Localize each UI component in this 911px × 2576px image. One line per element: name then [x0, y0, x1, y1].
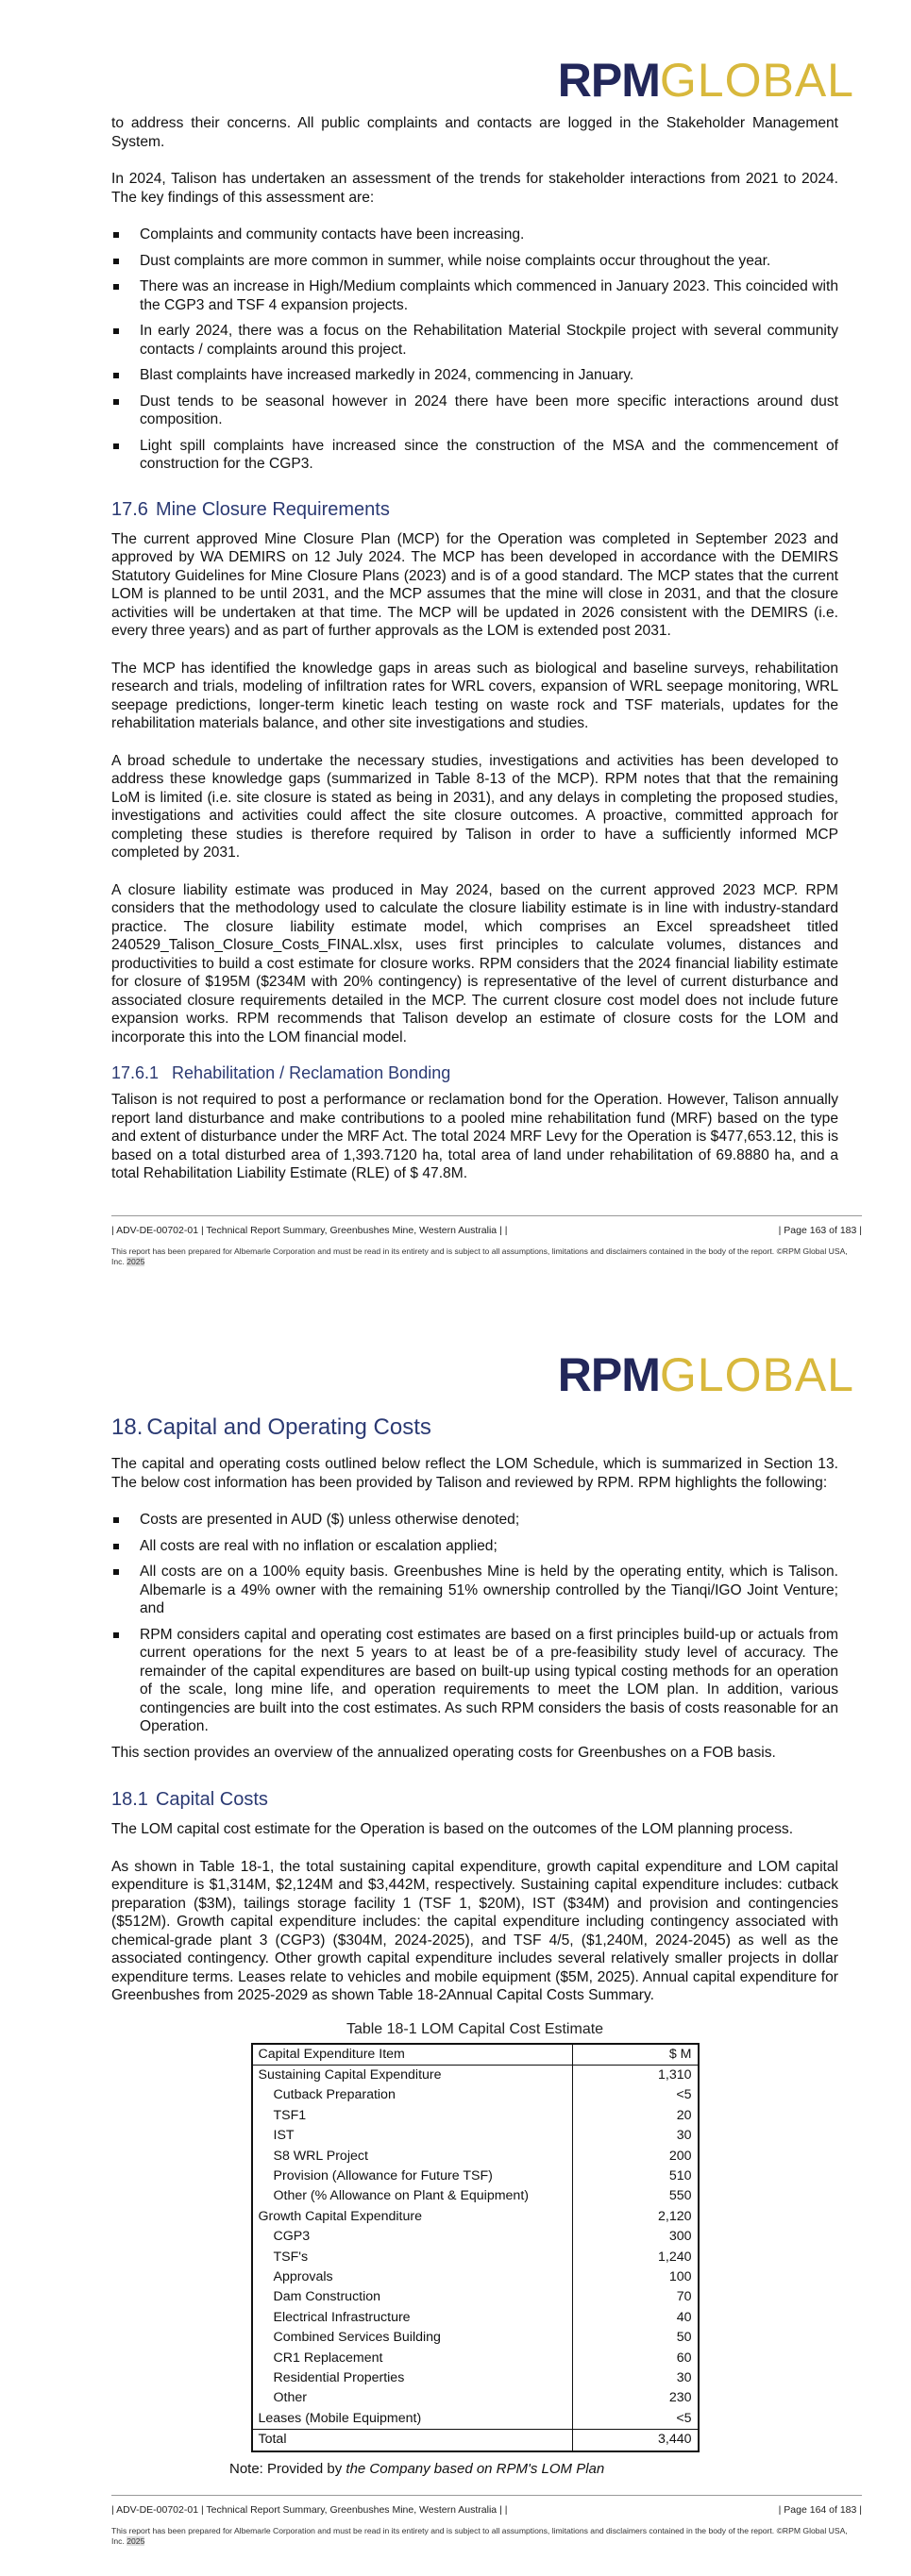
- table-row: [252, 2227, 699, 2247]
- table-row: [252, 2308, 699, 2328]
- table-row: [252, 2065, 699, 2085]
- finding-bullet: Complaints and community contacts have been increasing.: [111, 226, 838, 244]
- footer-rule: [111, 1215, 862, 1216]
- page-164-footer: [111, 2495, 862, 2547]
- table-cell-item: IST: [252, 2126, 573, 2146]
- table-cell-item: Sustaining Capital Expenditure: [252, 2065, 573, 2085]
- page-163-body: [111, 114, 838, 1183]
- finding-bullet: Blast complaints have increased markedly in 2024, commencing in January.: [111, 366, 838, 385]
- table-cell-item: Total: [252, 2430, 573, 2451]
- stakeholder-paragraph-continued: to address their concerns. All public complaints and contacts are logged in the Stakeholder Management System.: [111, 115, 838, 150]
- mine-closure-paragraph-3: A broad schedule to undertake the necessary studies, investigations and activities has been developed to address these knowledge gaps (summarized in Table 8-13 of the MCP). RPM notes that that the remaining LoM is limited (i.e. site closure is stated as being in 2031), and any delays in completing the proposed studies, investigations and activities could affect the site closure outcomes. A proactive, committed approach for completing these studies is therefore required by Talison in order to have a sufficiently informed MCP completed by 2031.: [111, 752, 838, 861]
- table-18-1-caption: Table 18-1 LOM Capital Cost Estimate: [346, 2020, 604, 2037]
- table-cell-value: 3,440: [572, 2430, 699, 2451]
- table-cell-item: Growth Capital Expenditure: [252, 2207, 573, 2227]
- table-row: [252, 2388, 699, 2408]
- table-row: [252, 2267, 699, 2287]
- table-cell-value: 30: [572, 2126, 699, 2146]
- table-cell-item: Leases (Mobile Equipment): [252, 2409, 573, 2430]
- table-cell-item: Other (% Allowance on Plant & Equipment): [252, 2186, 573, 2206]
- table-cell-value: 30: [572, 2368, 699, 2388]
- table-header-row: [252, 2044, 699, 2066]
- section-heading-18: 18. Capital and Operating Costs: [111, 1414, 431, 1440]
- table-row: [252, 2207, 699, 2227]
- table-row: [252, 2349, 699, 2368]
- table-cell-value: <5: [572, 2409, 699, 2430]
- table-cell-value: 2,120: [572, 2207, 699, 2227]
- cost-highlight-bullet: All costs are on a 100% equity basis. Greenbushes Mine is held by the operating entity, which is Talison. Albemarle is a 49% owner with the remaining 51% ownership controlled by the Tianqi/IGO Joint Venture; and: [111, 1563, 838, 1618]
- table-cell-value: 70: [572, 2287, 699, 2307]
- header-cell-value: $ M: [572, 2044, 699, 2066]
- capital-operating-intro: The capital and operating costs outlined below reflect the LOM Schedule, which is summarized in Section 13. The below cost information has been provided by Talison and reviewed by RPM. RPM highlights the following:: [111, 1456, 838, 1491]
- footer-document-info: | ADV-DE-00702-01 | Technical Report Summary, Greenbushes Mine, Western Australia | |: [111, 2504, 508, 2516]
- table-cell-item: Electrical Infrastructure: [252, 2308, 573, 2328]
- finding-bullet: Light spill complaints have increased since the construction of the MSA and the commencement of construction for the CGP3.: [111, 437, 838, 474]
- footer-row: [111, 2503, 862, 2517]
- table-cell-value: 510: [572, 2166, 699, 2186]
- footer-page-number: | Page 163 of 183 |: [778, 1225, 862, 1236]
- rpm-global-logo: RPMGLOBAL: [557, 1348, 854, 1401]
- page-163-footer: [111, 1215, 862, 1267]
- cost-highlight-bullet: All costs are real with no inflation or escalation applied;: [111, 1537, 838, 1556]
- table-row: [252, 2409, 699, 2430]
- table-cell-item: Combined Services Building: [252, 2328, 573, 2348]
- cost-highlights-list: [111, 1511, 838, 1736]
- operating-cost-overview: This section provides an overview of the annualized operating costs for Greenbushes on a FOB basis.: [111, 1744, 776, 1761]
- table-row: [252, 2186, 699, 2206]
- table-row: [252, 2106, 699, 2126]
- table-cell-value: 200: [572, 2147, 699, 2166]
- reclamation-bonding-paragraph: Talison is not required to post a performance or reclamation bond for the Operation. However, Talison annually report land disturbance and make contributions to a pooled mine rehabilitation fund (MRF) based on the type and extent of disturbance under the MRF Act. The total 2024 MRF Levy for the Operation is $477,653.12, this is based on a total disturbed area of 1,393.7120 ha, total area of land under rehabilitation of 69.8880 ha, and a total Rehabilitation Liability Estimate (RLE) of $ 47.8M.: [111, 1092, 838, 1181]
- section-heading-18-1: 18.1 Capital Costs: [111, 1789, 268, 1810]
- table-cell-value: 100: [572, 2267, 699, 2287]
- footer-disclaimer: This report has been prepared for Albemarle Corporation and must be read in its entirety and is subject to all assumptions, limitations and disclaimers contained in the body of the report. ©RPM Global USA, Inc. 2025: [111, 1246, 848, 1266]
- footer-row: [111, 1224, 862, 1237]
- footer-document-info: | ADV-DE-00702-01 | Technical Report Summary, Greenbushes Mine, Western Australia | |: [111, 1225, 508, 1236]
- table-cell-item: Residential Properties: [252, 2368, 573, 2388]
- section-heading-17-6-1: 17.6.1 Rehabilitation / Reclamation Bonding: [111, 1063, 451, 1082]
- table-total-row: [252, 2430, 699, 2451]
- table-cell-value: 230: [572, 2388, 699, 2408]
- table-cell-value: 1,240: [572, 2248, 699, 2267]
- footer-rule: [111, 2495, 862, 2496]
- table-row: [252, 2368, 699, 2388]
- mine-closure-paragraph-1: The current approved Mine Closure Plan (MCP) for the Operation was completed in September 2023 and approved by WA DEMIRS on 12 July 2024. The MCP has been developed in accordance with the DEMIRS Statutory Guidelines for Mine Closure Plans (2023) and is of a good standard. The MCP states that the current LOM is planned to be until 2031, and the MCP assumes that the mine will close in 2031, and that the closure activities will be undertaken at that time. The MCP will be updated in 2026 consistent with the DEMIRS (i.e. every three years) and as part of further approvals as the LOM is extended post 2031.: [111, 530, 838, 639]
- capital-cost-paragraph-1: The LOM capital cost estimate for the Operation is based on the outcomes of the LOM planning process.: [111, 1821, 794, 1837]
- table-cell-item: Cutback Preparation: [252, 2085, 573, 2105]
- finding-bullet: Dust complaints are more common in summer, while noise complaints occur throughout the year.: [111, 252, 838, 271]
- table-cell-item: CGP3: [252, 2227, 573, 2247]
- table-cell-item: CR1 Replacement: [252, 2349, 573, 2368]
- table-cell-value: 300: [572, 2227, 699, 2247]
- table-cell-item: TSF1: [252, 2106, 573, 2126]
- table-row: [252, 2126, 699, 2146]
- footer-page-number: | Page 164 of 183 |: [778, 2504, 862, 2516]
- mine-closure-paragraph-2: The MCP has identified the knowledge gaps in areas such as biological and baseline surveys, rehabilitation research and trials, modeling of infiltration rates for WRL covers, expansion of WRL seepage monitoring, WRL seepage predictions, longer-term kinetic leach testing on waste rock and TSF materials, updates for the rehabilitation materials balance, and other site investigations and studies.: [111, 660, 838, 731]
- table-cell-item: S8 WRL Project: [252, 2147, 573, 2166]
- lom-capital-cost-table: [251, 2043, 700, 2452]
- table-cell-item: Dam Construction: [252, 2287, 573, 2307]
- table-cell-value: 1,310: [572, 2065, 699, 2085]
- report-page-164: [0, 1321, 911, 2576]
- stakeholder-assessment-paragraph: In 2024, Talison has undertaken an assessment of the trends for stakeholder interactions from 2021 to 2024. The key findings of this assessment are:: [111, 171, 838, 206]
- header-cell-item: Capital Expenditure Item: [252, 2044, 573, 2066]
- cost-highlight-bullet: RPM considers capital and operating cost estimates are based on a first principles build-up or actuals from current operations for the next 5 years to at least be of a pre-feasibility study level of accuracy. The remainder of the capital expenditures are based on built-up using typical costing methods for an operation of the scale, long mine life, and operation requirements to meet the LOM plan. In addition, various contingencies are built into the cost estimates. As such RPM considers the basis of costs reasonable for an Operation.: [111, 1626, 838, 1736]
- footer-disclaimer: This report has been prepared for Albemarle Corporation and must be read in its entirety and is subject to all assumptions, limitations and disclaimers contained in the body of the report. ©RPM Global USA, Inc. 2025: [111, 2526, 848, 2546]
- table-cell-value: 550: [572, 2186, 699, 2206]
- table-row: [252, 2287, 699, 2307]
- assessment-findings-list: [111, 226, 838, 474]
- finding-bullet: There was an increase in High/Medium complaints which commenced in January 2023. This coincided with the CGP3 and TSF 4 expansion projects.: [111, 277, 838, 314]
- table-cell-item: Provision (Allowance for Future TSF): [252, 2166, 573, 2186]
- page-164-body: [111, 1413, 838, 2478]
- capital-cost-paragraph-2: As shown in Table 18-1, the total sustaining capital expenditure, growth capital expenditure and LOM capital expenditure is $1,314M, $2,124M and $3,442M, respectively. Sustaining capital expenditure includes: cutback preparation ($3M), tailings storage facility 1 (TSF 1, $20M), IST ($34M) and provision and contingencies ($512M). Growth capital expenditure includes: the capital expenditure including contingency associated with chemical-grade plant 3 (CGP3) ($304M, 2024-2025), and TSF 4/5, ($1,240M, 2024-2045) as well as the associated contingency. Other growth capital expenditure includes several relatively smaller projects in dollar expenditure terms. Leases relate to vehicles and mobile equipment ($5M, 2025). Annual capital expenditure for Greenbushes from 2025-2029 as shown Table 18-2Annual Capital Costs Summary.: [111, 1858, 838, 2003]
- table-row: [252, 2166, 699, 2186]
- table-cell-value: <5: [572, 2085, 699, 2105]
- table-row: [252, 2328, 699, 2348]
- table-note: Note: Provided by the Company based on RPM's LOM Plan: [229, 2460, 605, 2477]
- table-cell-item: Approvals: [252, 2267, 573, 2287]
- table-cell-item: TSF's: [252, 2248, 573, 2267]
- table-row: [252, 2248, 699, 2267]
- finding-bullet: In early 2024, there was a focus on the Rehabilitation Material Stockpile project with several community contacts / complaints around this project.: [111, 322, 838, 359]
- section-heading-17-6: 17.6 Mine Closure Requirements: [111, 498, 390, 520]
- table-row: [252, 2147, 699, 2166]
- rpm-global-logo: RPMGLOBAL: [557, 54, 854, 107]
- cost-highlight-bullet: Costs are presented in AUD ($) unless otherwise denoted;: [111, 1511, 838, 1530]
- table-cell-value: 60: [572, 2349, 699, 2368]
- table-row: [252, 2085, 699, 2105]
- table-cell-value: 20: [572, 2106, 699, 2126]
- table-cell-value: 40: [572, 2308, 699, 2328]
- table-cell-item: Other: [252, 2388, 573, 2408]
- mine-closure-paragraph-4: A closure liability estimate was produced in May 2024, based on the current approved 2023 MCP. RPM considers that the methodology used to calculate the closure liability estimate is in line with industry-standard practice. The closure liability estimate model, which comprises an Excel spreadsheet titled 240529_Talison_Closure_Costs_FINAL.xlsx, uses first principles to calculate volumes, distances and productivities to build a cost estimate for closure works. RPM considers that the 2024 financial liability estimate for closure of $195M ($234M with 20% contingency) is representative of the level of current disturbance and associated closure requirements detailed in the MCP. The current closure cost model does not include future expansion works. RPM recommends that Talison develop an estimate of closure costs for the LOM and incorporate this into the LOM financial model.: [111, 881, 838, 1045]
- finding-bullet: Dust tends to be seasonal however in 2024 there have been more specific interactions around dust composition.: [111, 393, 838, 429]
- table-cell-value: 50: [572, 2328, 699, 2348]
